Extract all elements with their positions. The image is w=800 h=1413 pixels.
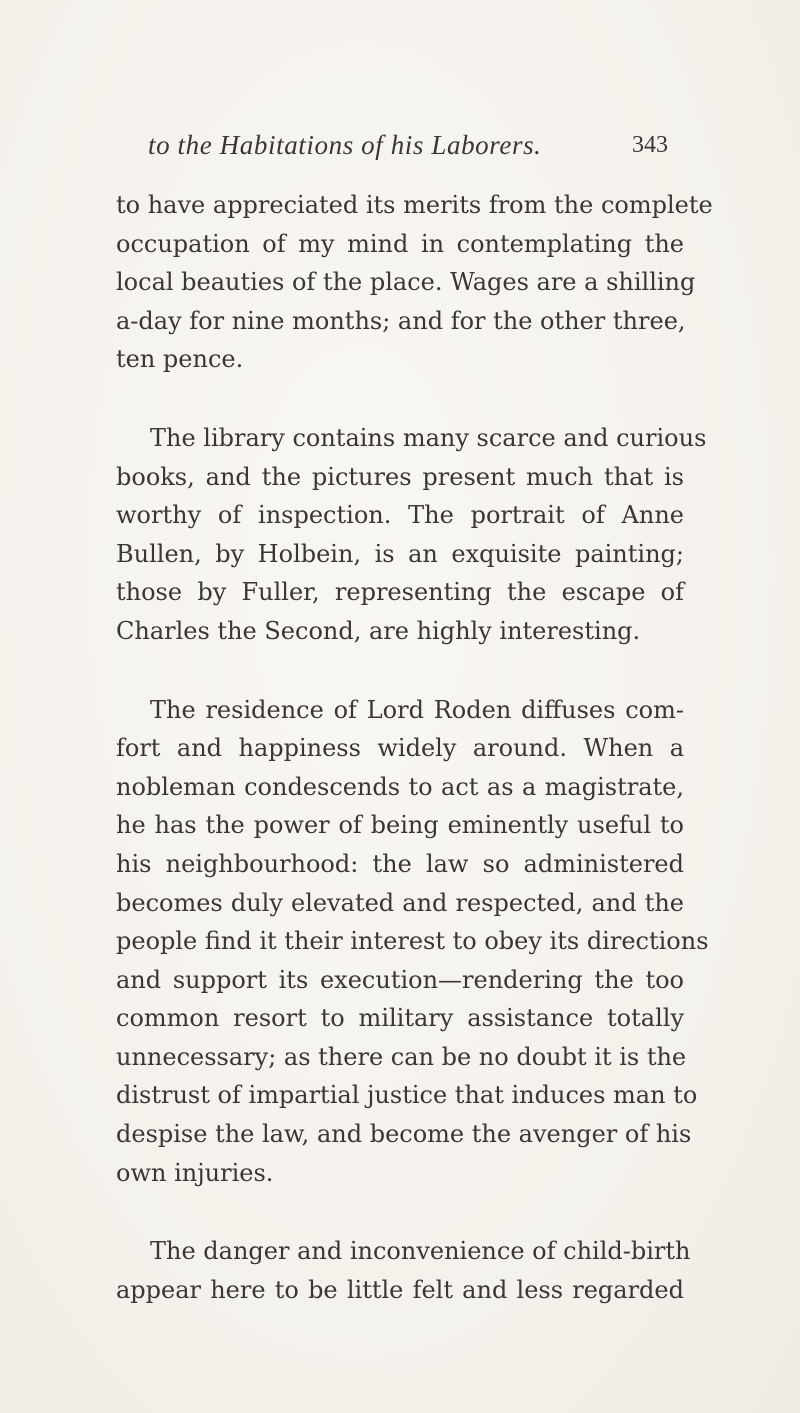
text-line: to have appreciated its merits from the complete	[116, 191, 713, 219]
text-line: a-day for nine months; and for the other three,	[116, 306, 686, 335]
text-line: ten pence.	[116, 345, 244, 374]
page-number: 343	[632, 132, 668, 158]
text-line: distrust of impartial justice that induces man to	[116, 1081, 698, 1110]
text-line: The residence of Lord Roden diffuses com-	[150, 695, 684, 724]
text-line: occupation of my mind in contemplating the	[116, 229, 684, 258]
text-line: becomes duly elevated and respected, and the	[116, 888, 684, 917]
text-line: fort and happiness widely around. When a	[116, 734, 684, 763]
text-line: those by Fuller, representing the escape of	[116, 578, 684, 607]
running-head	[148, 130, 688, 170]
text-line: appear here to be little felt and less regarded	[116, 1275, 684, 1304]
text-line: people find it their interest to obey its directions	[116, 927, 709, 956]
text-line: worthy of inspection. The portrait of Anne	[116, 501, 684, 530]
paragraph	[116, 419, 707, 651]
text-line: and support its execution—rendering the too	[116, 965, 684, 994]
text-line: local beauties of the place. Wages are a shilling	[116, 268, 696, 297]
paragraph	[116, 1232, 691, 1309]
text-line: books, and the pictures present much that is	[116, 462, 684, 491]
text-line: The danger and inconvenience of child-birth	[150, 1237, 691, 1266]
text-line: unnecessary; as there can be no doubt it is the	[116, 1042, 687, 1071]
text-line: The library contains many scarce and curious	[150, 423, 707, 452]
text-line: his neighbourhood: the law so administered	[116, 849, 684, 878]
text-line: despise the law, and become the avenger of his	[116, 1120, 692, 1149]
paragraph	[116, 691, 709, 1193]
body-text	[116, 186, 713, 1309]
text-line: own injuries.	[116, 1158, 274, 1187]
paragraph	[116, 186, 713, 379]
text-line: he has the power of being eminently useful to	[116, 811, 684, 840]
text-line: nobleman condescends to act as a magistrate,	[116, 772, 684, 801]
text-line: common resort to military assistance totally	[116, 1004, 684, 1033]
running-title: to the Habitations of his Laborers.	[148, 130, 542, 160]
text-line: Bullen, by Holbein, is an exquisite painting;	[116, 539, 684, 568]
text-line: Charles the Second, are highly interesting.	[116, 616, 641, 645]
